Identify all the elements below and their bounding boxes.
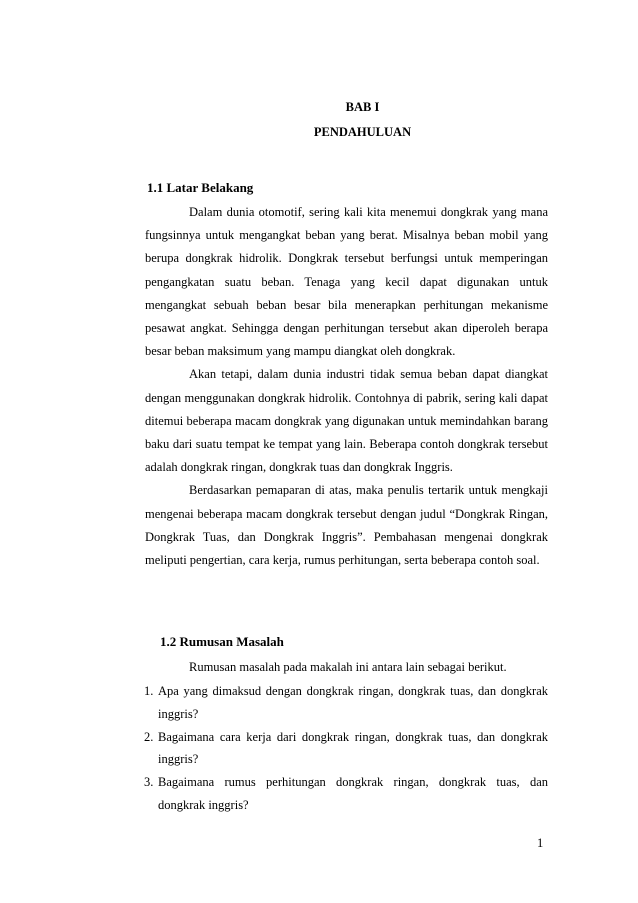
problem-list — [145, 680, 548, 817]
section-heading-latar-belakang: 1.1 Latar Belakang — [147, 180, 254, 195]
list-item-text: Apa yang dimaksud dengan dongkrak ringan, dongkrak tuas, dan dongkrak inggris? — [158, 684, 548, 721]
list-item-number: 3. — [144, 775, 154, 790]
paragraph: Berdasarkan pemaparan di atas, maka penulis tertarik untuk mengkaji mengenai beberapa macam dongkrak tersebut dengan judul “Dongkrak Ringan, Dongkrak Tuas, dan Dongkrak Inggris”. Pembahasan mengenai dongkrak meliputi pengertian, cara kerja, rumus perhitungan, serta beberapa contoh soal. — [145, 483, 548, 568]
list-item-number: 2. — [144, 729, 154, 744]
paragraph: Akan tetapi, dalam dunia industri tidak semua beban dapat diangkat dengan menggunakan dongkrak hidrolik. Contohnya di pabrik, sering kali dapat ditemui beberapa macam dongkrak yang digunakan untuk memindahkan barang baku dari suatu tempat ke tempat yang lain. Beberapa contoh dongkrak tersebut adalah dongkrak ringan, dongkrak tuas dan dongkrak Inggris. — [145, 367, 548, 475]
list-item — [145, 771, 548, 817]
list-item-text: Bagaimana cara kerja dari dongkrak ringan, dongkrak tuas, dan dongkrak inggris? — [158, 729, 548, 767]
page-number: 1 — [537, 836, 544, 850]
list-item-number: 1. — [144, 684, 154, 698]
section-heading-rumusan-masalah: 1.2 Rumusan Masalah — [160, 634, 284, 649]
chapter-title: PENDAHULUAN — [313, 125, 412, 139]
paragraph: Dalam dunia otomotif, sering kali kita menemui dongkrak yang mana fungsinnya untuk mengangkat beban yang berat. Misalnya beban mobil yang berupa dongkrak hidrolik. Dongkrak tersebut berfungsi untuk memperingan pengangkatan suatu beban. Tenaga yang kecil dapat digunakan untuk mengangkat sebuah beban besar bila menerapkan perhitungan mekanisme pesawat angkat. Sehingga dengan perhitungan tersebut akan diperoleh berapa besar beban maksimum yang mampu diangkat oleh dongkrak. — [145, 205, 548, 359]
section-body-latar-belakang — [145, 201, 548, 572]
list-item-text: Bagaimana rumus perhitungan dongkrak ringan, dongkrak tuas, dan dongkrak inggris? — [158, 775, 548, 812]
section-intro-rumusan-masalah — [145, 656, 548, 679]
list-item — [145, 726, 548, 772]
chapter-number: BAB I — [345, 100, 380, 114]
paragraph: Rumusan masalah pada makalah ini antara lain sebagai berikut. — [189, 660, 507, 674]
list-item — [145, 680, 548, 726]
